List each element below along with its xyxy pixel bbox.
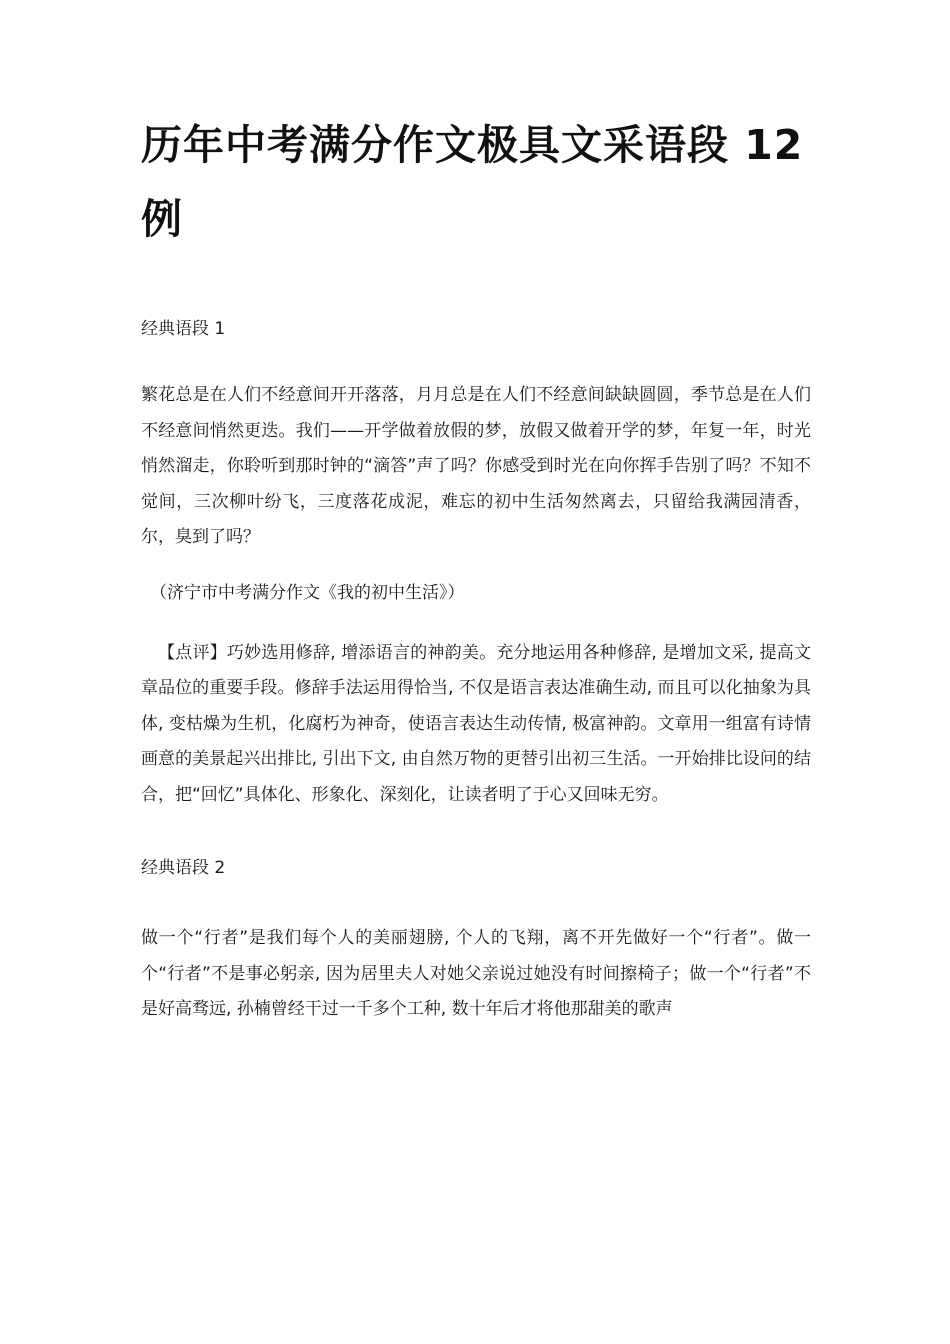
document-page <box>141 108 811 1028</box>
section-heading-2: 经典语段 2 <box>141 858 226 878</box>
section-comment-1: 【点评】巧妙选用修辞, 增添语言的神韵美。充分地运用各种修辞, 是增加文采, 提高文章品位的重要手段。修辞手法运用得恰当, 不仅是语言表达准确生动, 而且可以化抽象为具体, 变枯燥为生机，化腐朽为神奇，使语言表达生动传情, 极富神韵。文章用一组富有诗情画意的美景起兴出排比, 引出下文, 由自然万物的更替引出初三生活。一开始排比设问的结合，把“回忆”具体化、形象化、深刻化，让读者明了于心又回味无穷。 <box>141 642 811 805</box>
section-heading-1: 经典语段 1 <box>141 319 226 339</box>
section-source-1: （济宁市中考满分作文《我的初中生活》） <box>150 582 465 603</box>
section-paragraph-2: 做一个“行者”是我们每个人的美丽翅膀, 个人的飞翔，离不开先做好一个“行者”。做一个“行者”不是事必躬亲, 因为居里夫人对她父亲说过她没有时间擦椅子；做一个“行者”不是好高骛远, 孙楠曾经干过一千多个工种, 数十年后才将他那甜美的歌声 <box>141 928 811 1019</box>
document-title: 历年中考满分作文极具文采语段 12 例 <box>141 121 804 243</box>
section-paragraph-1: 繁花总是在人们不经意间开开落落，月月总是在人们不经意间缺缺圆圆，季节总是在人们不经意间悄然更迭。我们——开学做着放假的梦，放假又做着开学的梦，年复一年，时光悄然溜走，你聆听到那时钟的“滴答”声了吗？你感受到时光在向你挥手告别了吗？不知不觉间，三次柳叶纷飞，三度落花成泥，难忘的初中生活匆然离去，只留给我满园清香，尔，臭到了吗？ <box>141 385 811 547</box>
